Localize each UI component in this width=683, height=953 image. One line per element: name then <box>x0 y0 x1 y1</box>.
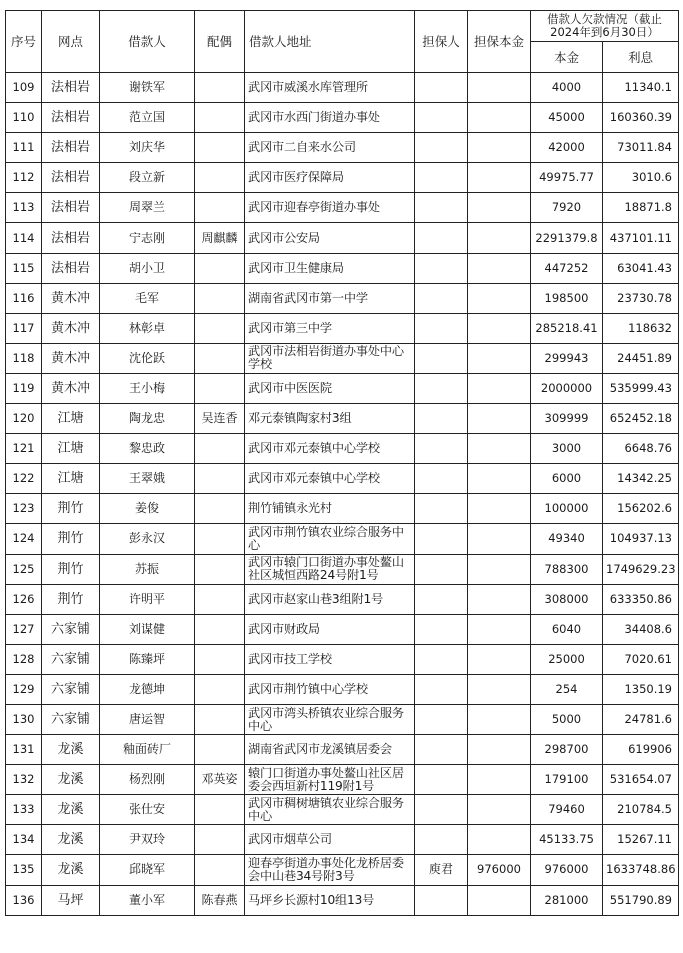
table-row <box>6 73 679 103</box>
cell-guarantee-amount <box>468 494 531 524</box>
cell-address: 武冈市第三中学 <box>245 313 415 343</box>
cell-branch: 江塘 <box>42 404 100 434</box>
table-body <box>6 73 679 916</box>
cell-address: 武冈市二自来水公司 <box>245 133 415 163</box>
cell-guarantor <box>415 554 468 584</box>
cell-principal: 976000 <box>531 855 603 885</box>
cell-branch: 法相岩 <box>42 73 100 103</box>
cell-borrower: 刘庆华 <box>100 133 195 163</box>
cell-principal: 447252 <box>531 253 603 283</box>
cell-interest: 619906 <box>603 735 679 765</box>
cell-seq: 124 <box>6 524 42 554</box>
cell-address: 武冈市邓元泰镇中心学校 <box>245 434 415 464</box>
cell-spouse <box>195 855 245 885</box>
cell-interest: 1749629.23 <box>603 554 679 584</box>
cell-borrower: 王小梅 <box>100 373 195 403</box>
cell-guarantee-amount <box>468 163 531 193</box>
cell-address: 马坪乡长源村10组13号 <box>245 885 415 915</box>
cell-guarantor <box>415 343 468 373</box>
cell-spouse <box>195 644 245 674</box>
cell-guarantee-amount <box>468 554 531 584</box>
cell-spouse <box>195 524 245 554</box>
cell-address: 武冈市威溪水库管理所 <box>245 73 415 103</box>
cell-interest: 160360.39 <box>603 103 679 133</box>
cell-principal: 308000 <box>531 584 603 614</box>
cell-address: 武冈市烟草公司 <box>245 825 415 855</box>
cell-interest: 1633748.86 <box>603 855 679 885</box>
header-principal: 本金 <box>531 42 603 73</box>
cell-seq: 116 <box>6 283 42 313</box>
cell-seq: 114 <box>6 223 42 253</box>
cell-address: 武冈市辕门口街道办事处鳌山社区城恒西路24号附1号 <box>245 554 415 584</box>
cell-branch: 龙溪 <box>42 825 100 855</box>
cell-borrower: 周翠兰 <box>100 193 195 223</box>
cell-principal: 49340 <box>531 524 603 554</box>
cell-address: 湖南省武冈市龙溪镇居委会 <box>245 735 415 765</box>
table-row <box>6 133 679 163</box>
cell-spouse <box>195 73 245 103</box>
cell-guarantee-amount <box>468 434 531 464</box>
cell-principal: 6040 <box>531 614 603 644</box>
cell-address: 湖南省武冈市第一中学 <box>245 283 415 313</box>
table-row <box>6 163 679 193</box>
table-row <box>6 855 679 885</box>
table-row <box>6 554 679 584</box>
cell-principal: 45133.75 <box>531 825 603 855</box>
cell-borrower: 胡小卫 <box>100 253 195 283</box>
cell-guarantor <box>415 253 468 283</box>
cell-borrower: 彭永汉 <box>100 524 195 554</box>
cell-borrower: 刘谋健 <box>100 614 195 644</box>
table-row <box>6 193 679 223</box>
cell-seq: 129 <box>6 674 42 704</box>
cell-interest: 23730.78 <box>603 283 679 313</box>
cell-address: 武冈市邓元泰镇中心学校 <box>245 464 415 494</box>
cell-spouse <box>195 313 245 343</box>
cell-borrower: 毛军 <box>100 283 195 313</box>
cell-borrower: 段立新 <box>100 163 195 193</box>
cell-borrower: 苏振 <box>100 554 195 584</box>
header-guarantor: 担保人 <box>415 11 468 73</box>
cell-principal: 309999 <box>531 404 603 434</box>
cell-borrower: 陈臻坪 <box>100 644 195 674</box>
cell-guarantee-amount <box>468 133 531 163</box>
cell-spouse <box>195 343 245 373</box>
cell-seq: 111 <box>6 133 42 163</box>
cell-guarantor <box>415 674 468 704</box>
cell-branch: 法相岩 <box>42 253 100 283</box>
cell-branch: 龙溪 <box>42 855 100 885</box>
cell-guarantor <box>415 223 468 253</box>
cell-interest: 24451.89 <box>603 343 679 373</box>
cell-address: 武冈市荆竹镇中心学校 <box>245 674 415 704</box>
cell-address: 武冈市财政局 <box>245 614 415 644</box>
cell-guarantor <box>415 584 468 614</box>
cell-guarantee-amount: 976000 <box>468 855 531 885</box>
table-row <box>6 373 679 403</box>
cell-seq: 132 <box>6 765 42 795</box>
table-row <box>6 795 679 825</box>
cell-guarantee-amount <box>468 464 531 494</box>
cell-principal: 254 <box>531 674 603 704</box>
cell-interest: 63041.43 <box>603 253 679 283</box>
cell-guarantee-amount <box>468 404 531 434</box>
cell-branch: 江塘 <box>42 464 100 494</box>
cell-guarantor <box>415 464 468 494</box>
cell-branch: 荆竹 <box>42 554 100 584</box>
cell-principal: 49975.77 <box>531 163 603 193</box>
cell-seq: 117 <box>6 313 42 343</box>
cell-principal: 298700 <box>531 735 603 765</box>
cell-borrower: 宁志刚 <box>100 223 195 253</box>
table-row <box>6 704 679 734</box>
cell-principal: 3000 <box>531 434 603 464</box>
loan-table <box>5 10 679 916</box>
table-row <box>6 825 679 855</box>
cell-borrower: 董小军 <box>100 885 195 915</box>
cell-principal: 198500 <box>531 283 603 313</box>
cell-guarantee-amount <box>468 193 531 223</box>
cell-guarantor <box>415 765 468 795</box>
cell-seq: 125 <box>6 554 42 584</box>
cell-principal: 25000 <box>531 644 603 674</box>
cell-spouse <box>195 674 245 704</box>
cell-principal: 2291379.8 <box>531 223 603 253</box>
cell-principal: 2000000 <box>531 373 603 403</box>
cell-address: 武冈市湾头桥镇农业综合服务中心 <box>245 704 415 734</box>
cell-address: 辕门口街道办事处鳌山社区居委会西垣新村119附1号 <box>245 765 415 795</box>
cell-branch: 法相岩 <box>42 163 100 193</box>
cell-spouse: 陈春燕 <box>195 885 245 915</box>
table-row <box>6 434 679 464</box>
header-debt-group: 借款人欠款情况（截止2024年到6月30日） <box>531 11 679 42</box>
cell-branch: 黄木冲 <box>42 373 100 403</box>
cell-branch: 法相岩 <box>42 103 100 133</box>
cell-seq: 136 <box>6 885 42 915</box>
table-row <box>6 644 679 674</box>
cell-seq: 126 <box>6 584 42 614</box>
table-row <box>6 253 679 283</box>
cell-branch: 黄木冲 <box>42 313 100 343</box>
cell-branch: 六家铺 <box>42 644 100 674</box>
cell-principal: 7920 <box>531 193 603 223</box>
cell-seq: 122 <box>6 464 42 494</box>
cell-address: 武冈市赵家山巷3组附1号 <box>245 584 415 614</box>
cell-guarantor <box>415 524 468 554</box>
cell-address: 武冈市技工学校 <box>245 644 415 674</box>
cell-seq: 127 <box>6 614 42 644</box>
cell-address: 武冈市医疗保障局 <box>245 163 415 193</box>
cell-spouse <box>195 494 245 524</box>
cell-guarantee-amount <box>468 584 531 614</box>
cell-interest: 1350.19 <box>603 674 679 704</box>
cell-guarantor <box>415 795 468 825</box>
cell-seq: 135 <box>6 855 42 885</box>
cell-address: 武冈市法相岩街道办事处中心学校 <box>245 343 415 373</box>
table-row <box>6 343 679 373</box>
cell-guarantee-amount <box>468 735 531 765</box>
cell-principal: 79460 <box>531 795 603 825</box>
cell-guarantee-amount <box>468 765 531 795</box>
table-row <box>6 885 679 915</box>
table-row <box>6 464 679 494</box>
cell-spouse <box>195 133 245 163</box>
cell-guarantee-amount <box>468 795 531 825</box>
table-row <box>6 283 679 313</box>
cell-spouse <box>195 614 245 644</box>
cell-borrower: 林彰卓 <box>100 313 195 343</box>
cell-guarantee-amount <box>468 614 531 644</box>
cell-seq: 112 <box>6 163 42 193</box>
cell-guarantee-amount <box>468 73 531 103</box>
cell-guarantor <box>415 494 468 524</box>
cell-spouse <box>195 193 245 223</box>
cell-guarantee-amount <box>468 343 531 373</box>
cell-guarantor <box>415 133 468 163</box>
cell-interest: 210784.5 <box>603 795 679 825</box>
cell-borrower: 邱晓军 <box>100 855 195 885</box>
cell-branch: 法相岩 <box>42 133 100 163</box>
table-row <box>6 614 679 644</box>
cell-spouse: 吴连香 <box>195 404 245 434</box>
cell-interest: 104937.13 <box>603 524 679 554</box>
cell-guarantee-amount <box>468 373 531 403</box>
cell-seq: 131 <box>6 735 42 765</box>
cell-interest: 15267.11 <box>603 825 679 855</box>
cell-guarantee-amount <box>468 223 531 253</box>
cell-spouse: 邓英姿 <box>195 765 245 795</box>
cell-guarantor <box>415 103 468 133</box>
cell-seq: 118 <box>6 343 42 373</box>
cell-interest: 3010.6 <box>603 163 679 193</box>
cell-seq: 109 <box>6 73 42 103</box>
header-branch: 网点 <box>42 11 100 73</box>
table-row <box>6 524 679 554</box>
cell-spouse <box>195 735 245 765</box>
cell-address: 邓元泰镇陶家村3组 <box>245 404 415 434</box>
cell-borrower: 陶龙忠 <box>100 404 195 434</box>
cell-guarantor <box>415 614 468 644</box>
header-interest: 利息 <box>603 42 679 73</box>
cell-guarantee-amount <box>468 103 531 133</box>
cell-guarantee-amount <box>468 644 531 674</box>
cell-branch: 龙溪 <box>42 795 100 825</box>
cell-interest: 118632 <box>603 313 679 343</box>
cell-guarantee-amount <box>468 313 531 343</box>
cell-branch: 荆竹 <box>42 494 100 524</box>
cell-guarantor <box>415 735 468 765</box>
cell-address: 武冈市水西门街道办事处 <box>245 103 415 133</box>
cell-spouse: 周麒麟 <box>195 223 245 253</box>
cell-guarantee-amount <box>468 704 531 734</box>
cell-spouse <box>195 584 245 614</box>
cell-branch: 六家铺 <box>42 704 100 734</box>
cell-guarantor <box>415 163 468 193</box>
cell-principal: 4000 <box>531 73 603 103</box>
cell-seq: 113 <box>6 193 42 223</box>
cell-branch: 江塘 <box>42 434 100 464</box>
cell-interest: 24781.6 <box>603 704 679 734</box>
cell-address: 武冈市荆竹镇农业综合服务中心 <box>245 524 415 554</box>
cell-spouse <box>195 283 245 313</box>
cell-guarantor <box>415 404 468 434</box>
cell-seq: 115 <box>6 253 42 283</box>
cell-interest: 34408.6 <box>603 614 679 644</box>
cell-guarantor <box>415 373 468 403</box>
header-guarantee-amount: 担保本金 <box>468 11 531 73</box>
cell-seq: 120 <box>6 404 42 434</box>
cell-spouse <box>195 704 245 734</box>
cell-branch: 六家铺 <box>42 614 100 644</box>
cell-spouse <box>195 825 245 855</box>
cell-branch: 黄木冲 <box>42 283 100 313</box>
cell-seq: 134 <box>6 825 42 855</box>
cell-address: 荆竹铺镇永光村 <box>245 494 415 524</box>
cell-branch: 六家铺 <box>42 674 100 704</box>
cell-spouse <box>195 163 245 193</box>
cell-guarantee-amount <box>468 885 531 915</box>
cell-borrower: 张仕安 <box>100 795 195 825</box>
cell-interest: 535999.43 <box>603 373 679 403</box>
cell-address: 武冈市卫生健康局 <box>245 253 415 283</box>
cell-borrower: 尹双玲 <box>100 825 195 855</box>
table-row <box>6 765 679 795</box>
cell-principal: 299943 <box>531 343 603 373</box>
cell-address: 武冈市公安局 <box>245 223 415 253</box>
cell-borrower: 杨烈刚 <box>100 765 195 795</box>
cell-borrower: 沈伦跃 <box>100 343 195 373</box>
cell-borrower: 唐运智 <box>100 704 195 734</box>
cell-guarantor <box>415 193 468 223</box>
cell-borrower: 龙德坤 <box>100 674 195 704</box>
cell-borrower: 黎忠政 <box>100 434 195 464</box>
table-row <box>6 103 679 133</box>
cell-interest: 652452.18 <box>603 404 679 434</box>
cell-interest: 6648.76 <box>603 434 679 464</box>
cell-seq: 123 <box>6 494 42 524</box>
cell-guarantor <box>415 73 468 103</box>
cell-borrower: 许明平 <box>100 584 195 614</box>
header-seq: 序号 <box>6 11 42 73</box>
cell-principal: 281000 <box>531 885 603 915</box>
table-row <box>6 313 679 343</box>
cell-interest: 633350.86 <box>603 584 679 614</box>
cell-spouse <box>195 434 245 464</box>
cell-branch: 龙溪 <box>42 765 100 795</box>
cell-interest: 11340.1 <box>603 73 679 103</box>
cell-branch: 荆竹 <box>42 584 100 614</box>
cell-interest: 531654.07 <box>603 765 679 795</box>
cell-interest: 551790.89 <box>603 885 679 915</box>
cell-seq: 119 <box>6 373 42 403</box>
cell-interest: 18871.8 <box>603 193 679 223</box>
cell-branch: 黄木冲 <box>42 343 100 373</box>
table-row <box>6 404 679 434</box>
cell-guarantor <box>415 885 468 915</box>
cell-principal: 42000 <box>531 133 603 163</box>
cell-seq: 128 <box>6 644 42 674</box>
cell-guarantor <box>415 434 468 464</box>
table-row <box>6 494 679 524</box>
cell-interest: 437101.11 <box>603 223 679 253</box>
cell-principal: 788300 <box>531 554 603 584</box>
cell-branch: 荆竹 <box>42 524 100 554</box>
cell-guarantor <box>415 825 468 855</box>
cell-guarantee-amount <box>468 283 531 313</box>
cell-spouse <box>195 253 245 283</box>
cell-branch: 法相岩 <box>42 193 100 223</box>
cell-principal: 45000 <box>531 103 603 133</box>
cell-principal: 6000 <box>531 464 603 494</box>
cell-principal: 100000 <box>531 494 603 524</box>
cell-borrower: 釉面砖厂 <box>100 735 195 765</box>
cell-spouse <box>195 103 245 133</box>
cell-guarantor <box>415 704 468 734</box>
cell-address: 迎春亭街道办事处化龙桥居委会中山巷34号附3号 <box>245 855 415 885</box>
cell-seq: 133 <box>6 795 42 825</box>
cell-seq: 121 <box>6 434 42 464</box>
cell-guarantor <box>415 644 468 674</box>
cell-address: 武冈市迎春亭街道办事处 <box>245 193 415 223</box>
cell-borrower: 王翠娥 <box>100 464 195 494</box>
cell-guarantor <box>415 313 468 343</box>
cell-interest: 7020.61 <box>603 644 679 674</box>
cell-spouse <box>195 464 245 494</box>
cell-seq: 110 <box>6 103 42 133</box>
table-row <box>6 735 679 765</box>
loan-arrears-sheet <box>5 10 678 916</box>
cell-interest: 73011.84 <box>603 133 679 163</box>
cell-guarantor: 庾君 <box>415 855 468 885</box>
cell-borrower: 谢铁军 <box>100 73 195 103</box>
cell-branch: 马坪 <box>42 885 100 915</box>
cell-guarantee-amount <box>468 524 531 554</box>
header-borrower: 借款人 <box>100 11 195 73</box>
cell-borrower: 姜俊 <box>100 494 195 524</box>
table-header <box>6 11 679 73</box>
cell-seq: 130 <box>6 704 42 734</box>
cell-guarantee-amount <box>468 253 531 283</box>
cell-address: 武冈市中医医院 <box>245 373 415 403</box>
cell-spouse <box>195 795 245 825</box>
cell-spouse <box>195 554 245 584</box>
cell-spouse <box>195 373 245 403</box>
cell-guarantee-amount <box>468 674 531 704</box>
table-row <box>6 584 679 614</box>
cell-branch: 法相岩 <box>42 223 100 253</box>
cell-branch: 龙溪 <box>42 735 100 765</box>
cell-borrower: 范立国 <box>100 103 195 133</box>
cell-guarantor <box>415 283 468 313</box>
table-row <box>6 223 679 253</box>
cell-guarantee-amount <box>468 825 531 855</box>
cell-interest: 14342.25 <box>603 464 679 494</box>
header-spouse: 配偶 <box>195 11 245 73</box>
table-row <box>6 674 679 704</box>
cell-principal: 5000 <box>531 704 603 734</box>
cell-address: 武冈市稠树塘镇农业综合服务中心 <box>245 795 415 825</box>
cell-principal: 285218.41 <box>531 313 603 343</box>
cell-principal: 179100 <box>531 765 603 795</box>
header-address: 借款人地址 <box>245 11 415 73</box>
cell-interest: 156202.6 <box>603 494 679 524</box>
